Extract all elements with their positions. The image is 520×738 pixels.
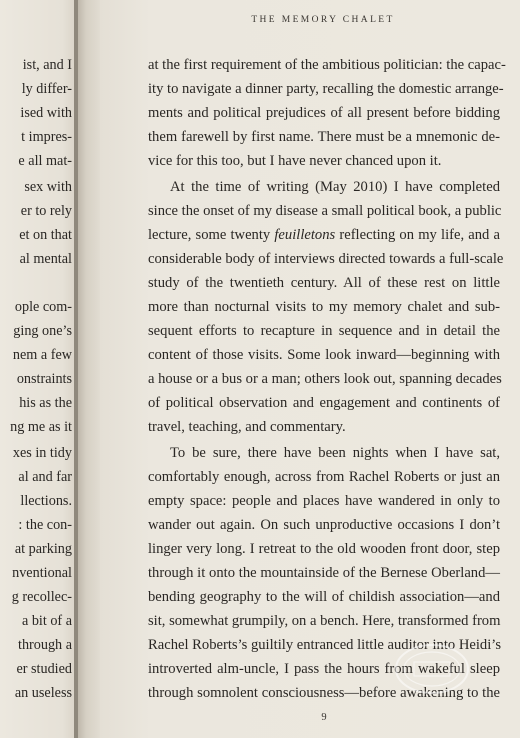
previous-page-line: at parking [14,541,72,557]
previous-page-line: through a [18,637,72,653]
book-spine-fold [74,0,78,738]
previous-page-line: er to rely [20,203,72,219]
text-line: considerable body of interviews directed towards a full-scale [148,251,504,267]
previous-page-line: ist, and I [22,57,72,73]
previous-page-line: g recollec- [11,589,72,605]
watermark-seal-icon [392,640,472,698]
text-line: introverted alm-uncle, I pass the hours from wakeful sleep [148,661,500,677]
running-head: THE MEMORY CHALET [251,15,395,25]
previous-page-line: t impres- [21,129,72,145]
previous-page-line: et on that [19,227,72,243]
text-line: sequent efforts to recapture in sequence and in detail the [148,323,500,339]
text-line: through it onto the mountainside of the Bernese Oberland— [148,565,500,581]
text-line: ments and political prejudices of all present before bidding [148,105,500,121]
text-line: study of the twentieth century. All of these rest on little [148,275,500,291]
text-line: wander out again. On such unproductive occasions I don’t [148,517,500,533]
previous-page-line: al mental [19,251,72,267]
text-line: Rachel Roberts’s guiltily entranced little auditor into Heidi’s [148,637,502,653]
text-line: at the first requirement of the ambitious politician: the capac- [148,57,506,73]
text-line: vice for this too, but I have never chanced upon it. [148,153,442,169]
text-line: comfortably enough, across from Rachel Roberts or just an [148,469,500,485]
text-line: of political observation and engagement and continents of [148,395,500,411]
previous-page-line: an useless [14,685,72,701]
previous-page-line: onstraints [16,371,72,387]
text-line: linger very long. I retreat to the old wooden front door, step [148,541,500,557]
previous-page-line: ised with [20,105,72,121]
previous-page-line: : the con- [18,517,72,533]
text-line: a house or a bus or a man; others look out, spanning decades [148,371,502,387]
previous-page-edge [0,0,78,738]
text-line: travel, teaching, and commentary. [148,419,346,435]
text-line-with-italic [148,228,500,243]
previous-page-line: al and far [18,469,72,485]
text-line: empty space: people and places have wandered in only to [148,493,500,509]
text-line: through somnolent consciousness—before awakening to the [148,685,500,701]
previous-page-line: ging one’s [13,323,72,339]
text-line: more than nocturnal visits to my memory chalet and sub- [148,299,500,315]
text-line: content of those visits. Some look inward—beginning with [148,347,500,363]
previous-page-line: his as the [19,395,72,411]
text-line: At the time of writing (May 2010) I have completed [170,179,500,195]
text-line: ity to navigate a dinner party, recalling the domestic arrange- [148,81,504,97]
previous-page-line: nventional [12,565,72,581]
text-line: them farewell by first name. There must be a mnemonic de- [148,129,500,145]
previous-page-line: ople com- [14,299,72,315]
italic-word: feuilletons [274,227,336,243]
previous-page-line: sex with [24,179,72,195]
previous-page-line: er studied [16,661,72,677]
previous-page-line: nem a few [12,347,72,363]
text-line: To be sure, there have been nights when I have sat, [170,445,500,461]
previous-page-line: ng me as it [10,419,72,435]
page-number: 9 [321,712,327,723]
previous-page-line: e all mat- [18,153,72,169]
text-fragment: lecture, some twenty [148,227,271,243]
text-line: bending geography to the will of childish association—and [148,589,500,605]
previous-page-line: llections. [20,493,72,509]
previous-page-line: xes in tidy [12,445,72,461]
text-fragment: reflecting on my life, and a [339,227,500,243]
text-line: since the onset of my disease a small political book, a public [148,203,502,219]
text-line: sit, somewhat grumpily, on a bench. Here, transformed from [148,613,501,629]
previous-page-line: ly differ- [21,81,72,97]
previous-page-line: a bit of a [21,613,72,629]
